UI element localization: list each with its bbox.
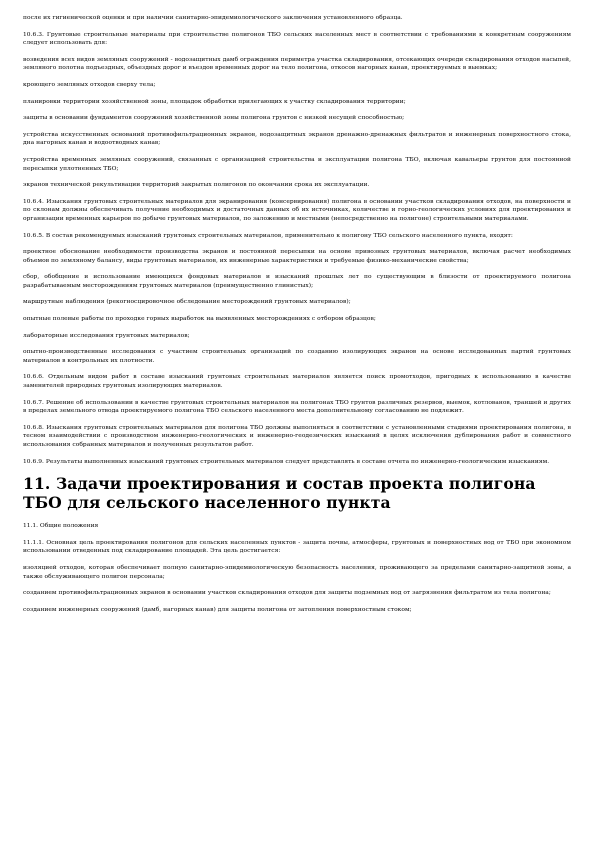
paragraph: после их гигиенической оценки и при наличии санитарно-эпидемиологического заключения установленного образца. xyxy=(23,15,403,21)
paragraph: экранов технической рекультивации территорий закрытых полигонов по окончании срока их эксплуатации. xyxy=(23,182,370,189)
subsection-heading: 11.1. Общие положения xyxy=(23,523,99,530)
paragraph: 10.6.7. Решение об использовании в качестве грунтовых строительных материалов на полигонах ТБО грунтов различных резервов, выемок, котлованов, траншей и других в пределах земельного отвода проектируемого полигона ТБО сельского населенного места дополнительному согласованию не подлежит. xyxy=(23,399,571,415)
paragraph: защиты в основании фундаментов сооружений хозяйственной зоны полигона грунтов с низкой несущей способностью; xyxy=(23,115,405,122)
paragraph: 11.1.1. Основная цель проектирования полигонов для сельских населенных пунктов - защита почвы, атмосферы, грунтовых и поверхностных вод от ТБО при экономном использовании отведенных под складирование площадей. Эта цель достигается: xyxy=(23,539,571,555)
paragraph: 10.6.8. Изыскания грунтовых строительных материалов для полигона ТБО должны выполняться в соответствии с установленными стадиями проектирования полигона, в тесном взаимодействии с производством инженерно-геологических и инженерно-геодезических изысканий в целях исключения дублирования работ и совместного использования собранных материалов и полученных результатов работ. xyxy=(23,424,571,448)
paragraph: лабораторные исследования грунтовых материалов; xyxy=(23,332,190,339)
paragraph: сбор, обобщение и использование имеющихся фондовых материалов и изысканий прошлых лет по существующим в близости от проектируемого полигона разрабатываемым месторождениям грунтовых материалов (преимущественно глинистых); xyxy=(23,274,571,289)
paragraph: проектное обоснование необходимости производства экранов и постоянной пересыпки на основе привозных грунтовых материалов, включая расчет необходимых объемов по земляному балансу, виды грунтовых материалов, их инженерные характеристики и требуемые физико-механические свойства; xyxy=(23,249,571,264)
paragraph: 10.6.5. В состав рекомендуемых изысканий грунтовых строительных материалов, применительно к полигону ТБО сельского населенного пункта, входят: xyxy=(23,232,513,239)
paragraph: созданием инженерных сооружений (дамб, нагорных канав) для защиты полигона от затопления поверхностным стоком; xyxy=(23,606,412,613)
paragraph: изоляцией отходов, которая обеспечивает полную санитарно-эпидемиологическую безопасность населения, проживающего за пределами санитарно-защитной зоны, а также обслуживающего полигон персонала; xyxy=(23,564,571,580)
section-title: 11. Задачи проектирования и состав проекта полигона ТБО для сельского населенного пункта xyxy=(23,474,536,513)
paragraph: созданием противофильтрационных экранов в основании участков складирования отходов для защиты подземных вод от загрязнения фильтратом из тела полигона; xyxy=(23,590,551,597)
paragraph: опытные полевые работы по проходке горных выработок на выявленных месторождениях с отбором образцов; xyxy=(23,316,376,323)
bottom-paragraphs xyxy=(23,539,571,615)
paragraph: устройства временных земляных сооружений, связанных с организацией строительства и эксплуатации полигона ТБО, включая кавальеры грунтов для постоянной пересыпки уплотненных ТБО; xyxy=(23,156,571,172)
paragraph: возведения всех видов земляных сооружений - водозащитных дамб ограждения периметра участка складирования, отсекающих очереди складирования отходов насыпей, земляного полотна подъездных, объездных дорог и въездов временных дорог на тело полигона, откосов нагорных канав, проектируемых в выемках; xyxy=(23,56,571,72)
paragraph: 10.6.6. Отдельным видом работ в составе изысканий грунтовых строительных материалов является поиск промотходов, пригодных к использованию в качестве заменителей природных грунтовых изолирующих материалов. xyxy=(23,374,571,390)
paragraph: 10.6.4. Изыскания грунтовых строительных материалов для экранирования (консервирования) полигона в основании участков складирования отходов, на поверхности и по склонам должны обеспечивать получение необходимых и достаточных данных об их источниках, количестве и горно-геологических условиях для проектирования и организации временных карьеров по добыче грунтовых материалов, по заложению и местными (непосредственно на полигоне) строительными материалами. xyxy=(23,198,571,222)
paragraph: кроющего земляных отходов сверху тела; xyxy=(23,81,156,88)
paragraph: 10.6.9. Результаты выполненных изысканий грунтовых строительных материалов следует представлять в составе отчета по инженерно-геологическим изысканиям. xyxy=(23,458,550,465)
top-paragraphs xyxy=(23,14,571,466)
paragraph: маршрутные наблюдения (рекогносцировочное обследование месторождений грунтовых материалов); xyxy=(23,299,351,306)
paragraph: планировки территории хозяйственной зоны, площадок обработки прилегающих к участку складирования территории; xyxy=(23,98,406,105)
paragraph: опытно-производственные исследования с участием строительных организаций по созданию изолирующих экранов на основе исследованных партий грунтовых материалов в контрольных их плотности. xyxy=(23,349,571,364)
document-page xyxy=(23,14,571,622)
paragraph: устройства искусственных оснований противофильтрационных экранов, водозащитных экранов дренажно-дренажных фильтратов и инженерных поверхностного стока, дна нагорных канав и водоотводных канав; xyxy=(23,131,571,147)
paragraph: 10.6.3. Грунтовые строительные материалы при строительстве полигонов ТБО сельских населенных мест в соответствии с требованиями к конкретным сооружениям следует использовать для: xyxy=(23,31,571,47)
